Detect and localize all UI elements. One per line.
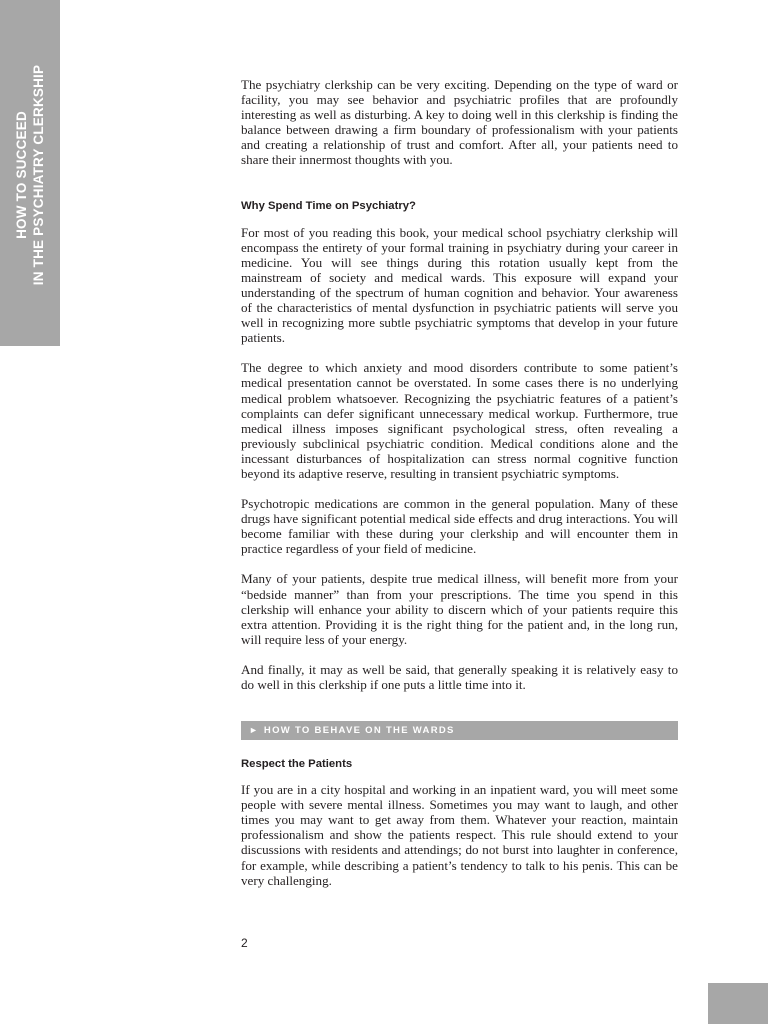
section-banner-label: HOW TO BEHAVE ON THE WARDS [263,725,455,737]
body-paragraph: Psychotropic medications are common in the general population. Many of these drugs have significant potential medical side effects and drug interactions. You will become familiar with these during your clerkship and will encounter them in practice regardless of your field of medicine. [241,496,678,557]
chapter-side-tab [0,0,60,346]
page-number: 2 [241,936,248,950]
page-corner-tab [708,983,768,1024]
body-paragraph: And finally, it may as well be said, that generally speaking it is relatively easy to do well in this clerkship if one puts a little time into it. [241,661,678,692]
chapter-title-vertical [13,15,47,335]
section-heading-why-psychiatry: Why Spend Time on Psychiatry? [241,199,416,212]
page-content [241,77,678,888]
body-paragraph: If you are in a city hospital and working in an inpatient ward, you will meet some people with severe mental illness. Sometimes you may want to laugh, and other times you may want to get away from them. Whatever your reaction, maintain professionalism and show the patients respect. This rule should extend to your discussions with residents and attendings; do not burst into laughter in conference, for example, while describing a patient’s tendency to talk to his penis. This can be very challenging. [241,782,678,888]
section-banner-behave-on-wards [241,721,678,740]
chapter-title-line-2: IN THE PSYCHIATRY CLERKSHIP [31,64,46,286]
intro-paragraph: The psychiatry clerkship can be very exciting. Depending on the type of ward or facility, you may see behavior and psychiatric profiles that are profoundly interesting as well as disturbing. A key to doing well in this clerkship is finding the balance between drawing a firm boundary of professionalism with your patients and creating a relationship of trust and comfort. After all, your patients need to share their innermost thoughts with you. [241,77,678,168]
body-paragraph: The degree to which anxiety and mood disorders contribute to some patient’s medical presentation cannot be overstated. In some cases there is no underlying medical problem whatsoever. Recognizing the psychiatric features of a patient’s complaints can defer significant unnecessary medical workup. Furthermore, true medical illness imposes significant psychological stress, often revealing a previously subclinical psychiatric condition. Medical conditions alone and the incessant disturbances of hospitalization can stress normal cognitive function beyond its adaptive reserve, resulting in transient psychiatric symptoms. [241,360,678,481]
triangle-arrow-icon: ► [249,725,258,736]
body-paragraph: Many of your patients, despite true medical illness, will benefit more from your “bedside manner” than from your prescriptions. The time you spend in this clerkship will enhance your ability to discern which of your patients require this extra attention. Providing it is the right thing for the patient and, in the long run, will require less of your energy. [241,571,678,647]
section-heading-respect-patients: Respect the Patients [241,758,353,771]
body-paragraph: For most of you reading this book, your medical school psychiatry clerkship will encompass the entirety of your formal training in psychiatry during your career in medicine. You will see things during this rotation usually kept from the mainstream of society and medical wards. This exposure will expand your understanding of the spectrum of human cognition and behavior. Your awareness of the characteristics of mental dysfunction in psychiatric patients will serve you well in recognizing more subtle psychiatric symptoms that develop in your future patients. [241,224,678,346]
chapter-title-line-1: HOW TO SUCCEED [14,111,29,239]
